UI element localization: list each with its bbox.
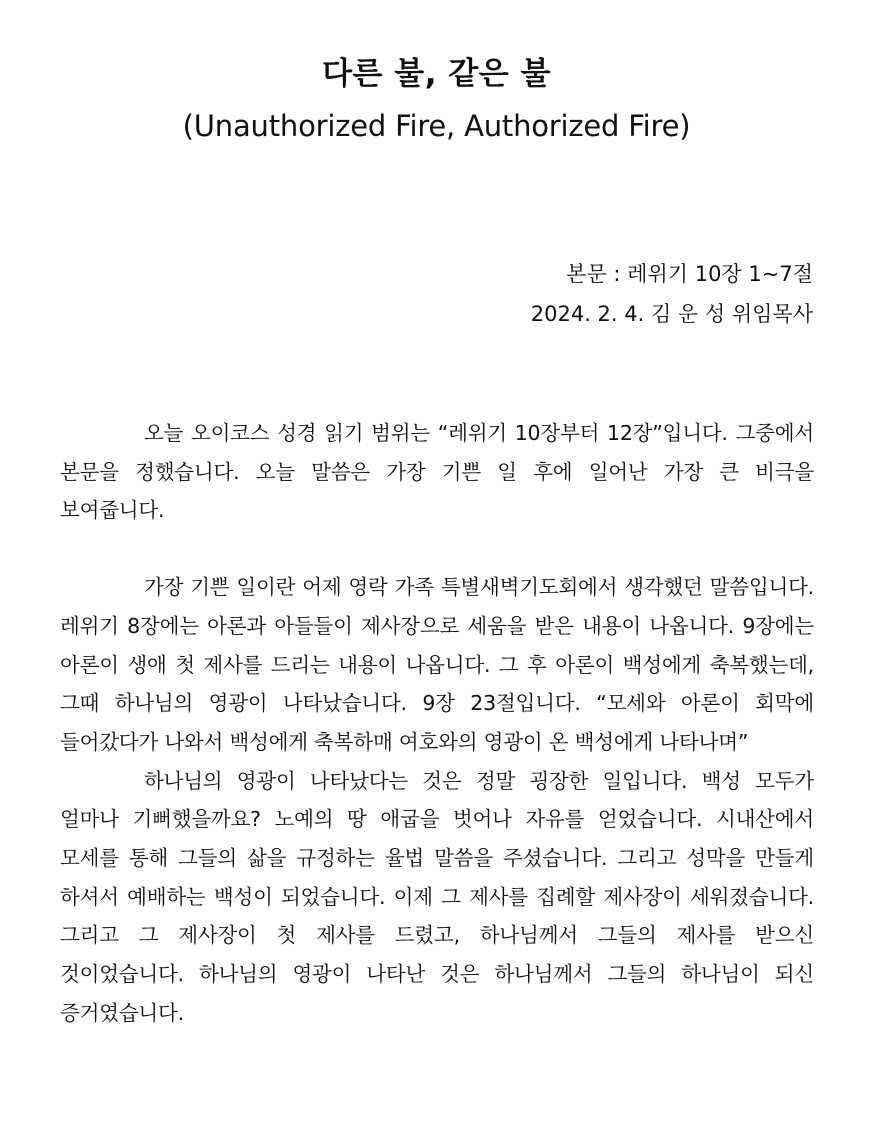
paragraph-1: 오늘 오이코스 성경 읽기 범위는 “레위기 10장부터 12장”입니다. 그중에서 본문을 정했습니다. 오늘 말씀은 가장 기쁜 일 후에 일어난 가장 큰 비극을 보여줍니다. bbox=[60, 421, 814, 523]
paragraph-3: 하나님의 영광이 나타났다는 것은 정말 굉장한 일입니다. 백성 모두가 얼마나 기뻐했을까요? 노예의 땅 애굽을 벗어나 자유를 얻었습니다. 시내산에서 모세를 통해 그들의 삶을 규정하는 율법 말씀을 주셨습니다. 그리고 성막을 만들게 하셔서 예배하는 백성이 되었습니다. 이제 그 제사를 집례할 제사장이 세워졌습니다. 그리고 그 제사장이 첫 제사를 드렸고, 하나님께서 그들의 제사를 받으신 것이었습니다. 하나님의 영광이 나타난 것은 하나님께서 그들의 하나님이 되신 증거였습니다. bbox=[60, 768, 814, 1025]
scripture-reference: 본문 : 레위기 10장 1~7절 bbox=[566, 262, 813, 286]
paragraph-2: 가장 기쁜 일이란 어제 영락 가족 특별새벽기도회에서 생각했던 말씀입니다. 레위기 8장에는 아론과 아들들이 제사장으로 세움을 받은 내용이 나옵니다. 9장에는 아론이 생애 첫 제사를 드리는 내용이 나옵니다. 그 후 아론이 백성에게 축복했는데, 그때 하나님의 영광이 나타났습니다. 9장 23절입니다. “모세와 아론이 회막에 들어갔다가 나와서 백성에게 축복하매 여호와의 영광이 온 백성에게 나타나며” bbox=[60, 575, 814, 754]
sermon-meta bbox=[531, 254, 813, 334]
title-english: (Unauthorized Fire, Authorized Fire) bbox=[182, 109, 691, 143]
sermon-body bbox=[60, 414, 814, 1033]
date-and-author: 2024. 2. 4. 김 운 성 위임목사 bbox=[530, 302, 813, 326]
title-korean: 다른 불, 같은 불 bbox=[322, 56, 551, 92]
